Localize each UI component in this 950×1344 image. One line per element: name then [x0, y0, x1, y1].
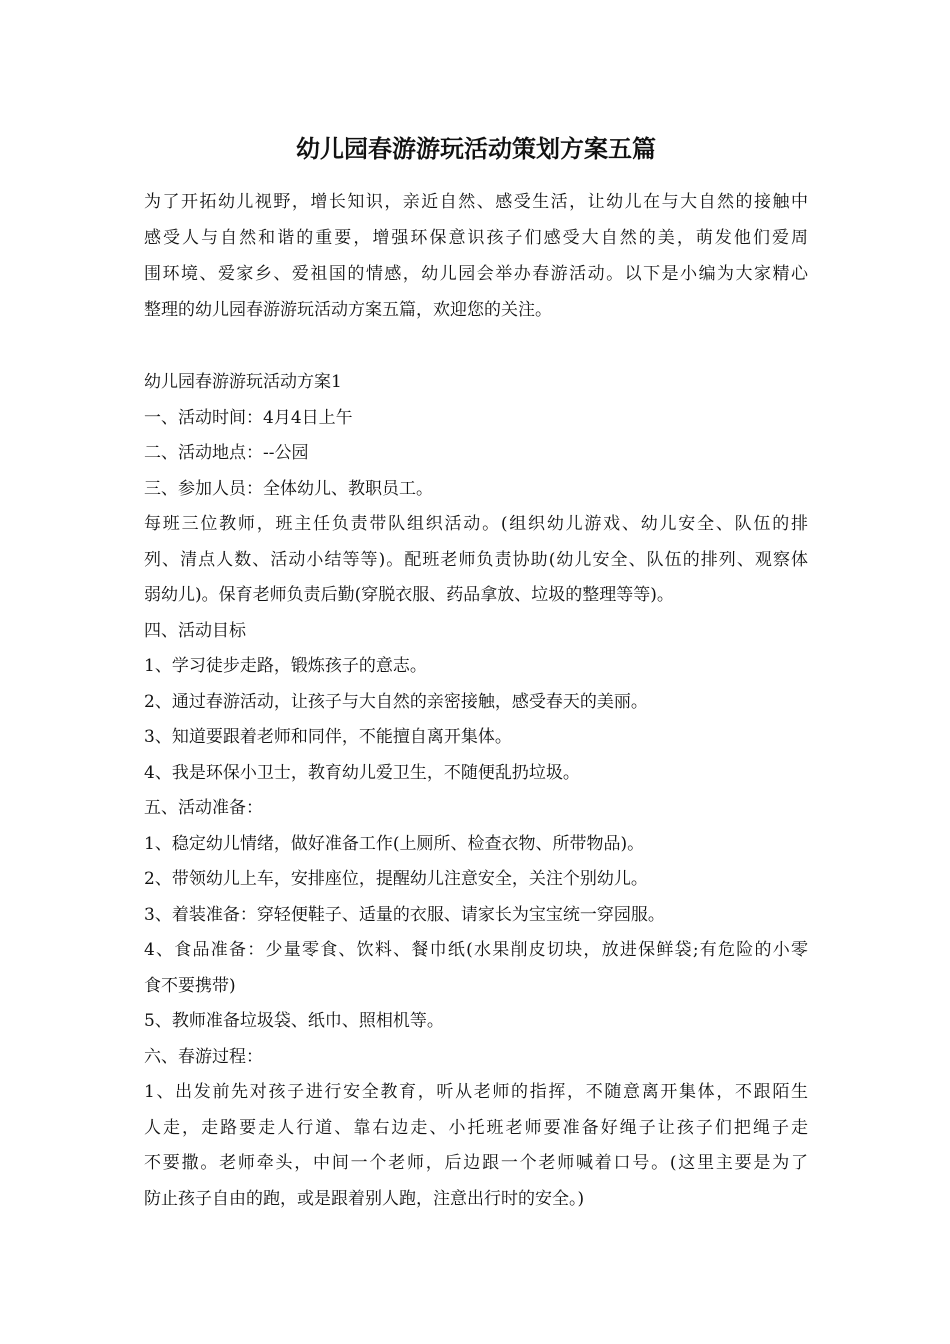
text-line: 列、清点人数、活动小结等等)。配班老师负责协助(幼儿安全、队伍的排列、观察体 — [144, 549, 808, 570]
staff-paragraph — [144, 507, 808, 614]
text-line: 3、着装准备：穿轻便鞋子、适量的衣服、请家长为宝宝统一穿园服。 — [144, 904, 665, 925]
text-line: 5、教师准备垃圾袋、纸巾、照相机等。 — [144, 1011, 444, 1031]
text-line: 五、活动准备： — [144, 798, 263, 818]
text-line: 二、活动地点：--公园 — [144, 443, 309, 463]
intro-line: 为了开拓幼儿视野，增长知识，亲近自然、感受生活，让幼儿在与大自然的接触中 — [144, 192, 808, 212]
intro-line: 感受人与自然和谐的重要，增强环保意识孩子们感受大自然的美，萌发他们爱周 — [144, 228, 808, 248]
document-title: 幼儿园春游游玩活动策划方案五篇 — [296, 134, 656, 163]
text-line: 防止孩子自由的跑，或是跟着别人跑，注意出行时的安全。) — [144, 1188, 585, 1209]
text-line: 三、参加人员：全体幼儿、教职员工。 — [144, 478, 433, 499]
text-line: 人走，走路要走人行道、靠右边走、小托班老师要准备好绳子让孩子们把绳子走 — [144, 1117, 808, 1138]
section-heading: 幼儿园春游游玩活动方案1 — [144, 372, 342, 392]
intro-line: 整理的幼儿园春游游玩活动方案五篇，欢迎您的关注。 — [144, 300, 552, 320]
text-line: 2、带领幼儿上车，安排座位，提醒幼儿注意安全，关注个别幼儿。 — [144, 869, 648, 889]
text-line: 一、活动时间：4月4日上午 — [144, 407, 353, 428]
process-paragraph — [144, 1075, 808, 1217]
text-line: 4、食品准备：少量零食、饮料、餐巾纸(水果削皮切块，放进保鲜袋;有危险的小零 — [144, 940, 808, 960]
intro-paragraph — [144, 184, 808, 328]
text-line: 食不要携带) — [144, 975, 236, 996]
text-line: 弱幼儿)。保育老师负责后勤(穿脱衣服、药品拿放、垃圾的整理等等)。 — [144, 585, 674, 605]
text-line: 3、知道要跟着老师和同伴，不能擅自离开集体。 — [144, 727, 512, 747]
text-line: 1、出发前先对孩子进行安全教育，听从老师的指挥，不随意离开集体，不跟陌生 — [144, 1082, 808, 1102]
intro-line: 围环境、爱家乡、爱祖国的情感，幼儿园会举办春游活动。以下是小编为大家精心 — [144, 264, 808, 284]
text-line: 每班三位教师，班主任负责带队组织活动。(组织幼儿游戏、幼儿安全、队伍的排 — [144, 514, 808, 534]
text-line: 六、春游过程： — [144, 1046, 263, 1067]
text-line: 1、稳定幼儿情绪，做好准备工作(上厕所、检查衣物、所带物品)。 — [144, 833, 645, 854]
plan-body — [144, 365, 808, 1217]
text-line: 4、我是环保小卫士，教育幼儿爱卫生，不随便乱扔垃圾。 — [144, 762, 580, 783]
text-line: 2、通过春游活动，让孩子与大自然的亲密接触，感受春天的美丽。 — [144, 691, 648, 712]
text-line: 不要撒。老师牵头，中间一个老师，后边跟一个老师喊着口号。(这里主要是为了 — [144, 1153, 808, 1173]
text-line: 四、活动目标 — [144, 620, 246, 641]
food-paragraph — [144, 933, 808, 1004]
text-line: 1、学习徒步走路，锻炼孩子的意志。 — [144, 656, 427, 676]
